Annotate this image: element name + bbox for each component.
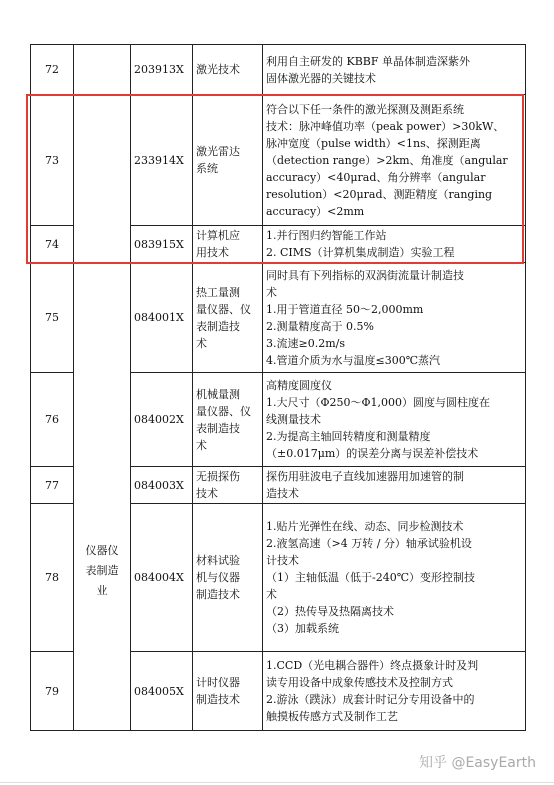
description-line: （2）热传导及热隔离技术	[266, 605, 394, 618]
tech-name	[193, 263, 263, 373]
description-line: 读专用设备中成象传感技术及控制方式	[266, 676, 453, 689]
watermark: 知乎 @EasyEarth	[419, 755, 536, 771]
tech-name	[193, 467, 263, 504]
description-line: 1.并行图归约智能工作站	[266, 229, 387, 242]
description-line: 术	[266, 588, 277, 601]
tech-name-line: 热工量测	[196, 285, 240, 299]
category-cell-empty	[74, 45, 131, 263]
row-number: 79	[31, 652, 74, 731]
tech-code: 084002X	[131, 373, 193, 467]
tech-name-line: 系统	[196, 162, 218, 175]
tech-name	[193, 373, 263, 467]
category-line: 表制造	[85, 564, 119, 577]
tech-code: 203913X	[131, 45, 193, 95]
row-number: 73	[31, 95, 74, 226]
tech-name-line: 计算机应	[196, 229, 240, 242]
description-line: 脉冲宽度（pulse width）<1ns、探测距离	[266, 136, 481, 150]
tech-name-line: 激光技术	[196, 63, 240, 76]
description-line: 术	[266, 285, 277, 299]
row-number: 74	[31, 226, 74, 263]
description-line: accuracy）<2mm	[266, 204, 365, 218]
tech-name-line: 用技术	[196, 246, 229, 259]
tech-name-line: 表制造技	[196, 421, 240, 435]
tech-code: 084005X	[131, 652, 193, 731]
description-line: （3）加载系统	[266, 622, 339, 635]
description-line: accuracy）<40μrad、角分辨率（angular	[266, 170, 486, 184]
tech-name	[193, 504, 263, 652]
description-line: 符合以下任一条件的激光探测及测距系统	[266, 102, 464, 116]
table-row	[31, 45, 526, 95]
tech-name-line: 技术	[196, 487, 218, 500]
tech-name-line: 无损探伤	[196, 470, 240, 483]
tech-name-line: 术	[196, 438, 207, 452]
tech-description	[263, 95, 526, 226]
tech-code: 084001X	[131, 263, 193, 373]
description-line: （1）主轴低温（低于-240℃）变形控制技	[266, 571, 476, 584]
row-number: 76	[31, 373, 74, 467]
description-line: 1.CCD（光电耦合器件）终点摄象计时及判	[266, 659, 479, 672]
tech-description	[263, 226, 526, 263]
tech-code: 084004X	[131, 504, 193, 652]
description-line: 3.流速≥0.2m/s	[266, 336, 345, 350]
description-line: 利用自主研发的 KBBF 单晶体制造深紫外	[266, 54, 471, 68]
tech-name-line: 激光雷达	[196, 145, 240, 158]
description-line: 1.用于管道直径 50～2,000mm	[266, 302, 424, 316]
description-line: 探伤用驻波电子直线加速器用加速管的制	[266, 470, 464, 483]
table-row	[31, 263, 526, 373]
row-number: 78	[31, 504, 74, 652]
tech-name-line: 表制造技	[196, 319, 240, 333]
tech-name	[193, 226, 263, 263]
tech-name-line: 量仪器、仪	[196, 302, 251, 316]
description-line: 2.测量精度高于 0.5%	[266, 319, 374, 333]
tech-description	[263, 373, 526, 467]
description-line: 同时具有下列指标的双涡街流量计制造技	[266, 268, 464, 282]
tech-description	[263, 263, 526, 373]
description-line: 技术：脉冲峰值功率（peak power）>30kW、	[266, 119, 505, 133]
tech-name-line: 机械量测	[196, 387, 240, 401]
description-line: 计技术	[266, 554, 299, 567]
tech-name-line: 计时仪器	[196, 676, 240, 689]
description-line: 固体激光器的关键技术	[266, 71, 376, 85]
tech-name-line: 制造技术	[196, 693, 240, 706]
description-line: 1.大尺寸（Φ250～Φ1,000）圆度与圆柱度在	[266, 396, 491, 409]
description-line: 1.贴片光弹性在线、动态、同步检测技术	[266, 520, 464, 533]
tech-description	[263, 504, 526, 652]
tech-code: 084003X	[131, 467, 193, 504]
tech-name-line: 材料试验	[196, 554, 240, 567]
description-line: 造技术	[266, 487, 299, 500]
tech-code: 233914X	[131, 95, 193, 226]
tech-description	[263, 45, 526, 95]
category-line: 仪器仪	[85, 544, 119, 557]
description-line: 2.液氢高速（>4 万转 / 分）轴承试验机设	[266, 537, 472, 550]
row-number: 77	[31, 467, 74, 504]
description-line: （±0.017μm）的误差分离与误差补偿技术	[266, 447, 479, 460]
tech-description	[263, 467, 526, 504]
tech-name-line: 量仪器、仪	[196, 404, 251, 418]
description-line: 2. CIMS（计算机集成制造）实验工程	[266, 246, 455, 259]
description-line: 4.管道介质为水与温度≤300℃蒸汽	[266, 353, 441, 367]
description-line: 2.游泳（蹼泳）成套计时记分专用设备中的	[266, 693, 475, 706]
tech-description	[263, 652, 526, 731]
tech-name-line: 制造技术	[196, 588, 240, 601]
tech-name	[193, 95, 263, 226]
technology-table	[30, 44, 526, 731]
row-number: 75	[31, 263, 74, 373]
description-line: 2.为提高主轴回转精度和测量精度	[266, 430, 431, 443]
category-cell	[74, 263, 131, 731]
row-number: 72	[31, 45, 74, 95]
tech-code: 083915X	[131, 226, 193, 263]
description-line: 线测量技术	[266, 413, 321, 426]
tech-name	[193, 45, 263, 95]
description-line: resolution）<20μrad、测距精度（ranging	[266, 187, 493, 201]
description-line: （detection range）>2km、角准度（angular	[266, 153, 508, 167]
tech-name	[193, 652, 263, 731]
description-line: 触摸板传感方式及制作工艺	[266, 710, 398, 723]
divider	[0, 782, 554, 783]
category-line: 业	[96, 584, 108, 597]
description-line: 高精度圆度仪	[266, 379, 332, 392]
tech-name-line: 机与仪器	[196, 571, 240, 584]
tech-name-line: 术	[196, 336, 207, 350]
